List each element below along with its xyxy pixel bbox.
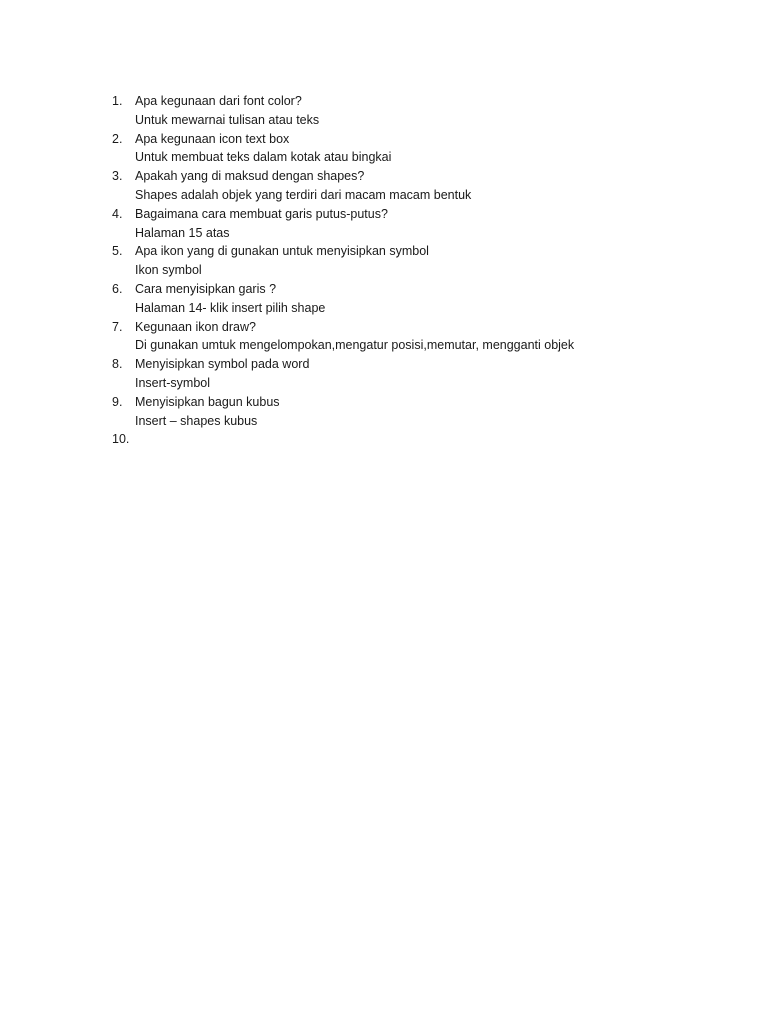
question-text: Kegunaan ikon draw? <box>135 319 256 334</box>
list-item <box>112 242 574 280</box>
answer-text: Ikon symbol <box>135 263 202 278</box>
question-text: Menyisipkan bagun kubus <box>135 394 280 409</box>
list-item <box>112 318 574 356</box>
list-item <box>112 355 574 393</box>
item-body <box>135 318 574 356</box>
item-number: 6. <box>112 281 123 296</box>
list-item <box>112 280 574 318</box>
list-item <box>112 167 574 205</box>
item-body <box>135 280 325 318</box>
question-text: Apa kegunaan icon text box <box>135 131 290 146</box>
item-number: 1. <box>112 94 123 108</box>
question-text: Menyisipkan symbol pada word <box>135 357 310 372</box>
answer-text: Insert – shapes kubus <box>135 413 258 428</box>
list-item <box>112 130 574 168</box>
list-item <box>112 205 574 243</box>
answer-text: Di gunakan umtuk mengelompokan,mengatur posisi,memutar, mengganti objek <box>135 338 575 353</box>
question-text: Apakah yang di maksud dengan shapes? <box>135 169 365 184</box>
item-number: 4. <box>112 206 123 221</box>
answer-text: Untuk membuat teks dalam kotak atau bingkai <box>135 150 392 165</box>
item-body <box>135 167 471 205</box>
item-body <box>135 242 429 280</box>
answer-text: Untuk mewarnai tulisan atau teks <box>135 112 320 127</box>
item-body <box>135 130 391 168</box>
answer-text: Shapes adalah objek yang terdiri dari macam macam bentuk <box>135 187 472 202</box>
item-body <box>135 393 280 431</box>
item-body <box>135 92 319 130</box>
item-body <box>135 205 388 243</box>
question-text: Bagaimana cara membuat garis putus-putus? <box>135 206 388 221</box>
list-item <box>112 393 574 431</box>
question-text: Apa kegunaan dari font color? <box>135 94 302 108</box>
item-number: 2. <box>112 131 123 146</box>
item-number: 9. <box>112 394 123 409</box>
item-body <box>135 355 309 393</box>
answer-text: Halaman 15 atas <box>135 225 230 240</box>
item-number: 7. <box>112 319 123 334</box>
item-number: 3. <box>112 169 123 184</box>
question-text: Apa ikon yang di gunakan untuk menyisipkan symbol <box>135 244 429 259</box>
list-item <box>112 92 574 130</box>
item-number: 10. <box>112 432 130 447</box>
list-item <box>112 430 574 449</box>
answer-text: Halaman 14- klik insert pilih shape <box>135 300 326 315</box>
question-text: Cara menyisipkan garis ? <box>135 281 277 296</box>
answer-text: Insert-symbol <box>135 375 211 390</box>
question-list <box>112 92 574 449</box>
item-number: 5. <box>112 244 123 259</box>
item-number: 8. <box>112 357 123 372</box>
